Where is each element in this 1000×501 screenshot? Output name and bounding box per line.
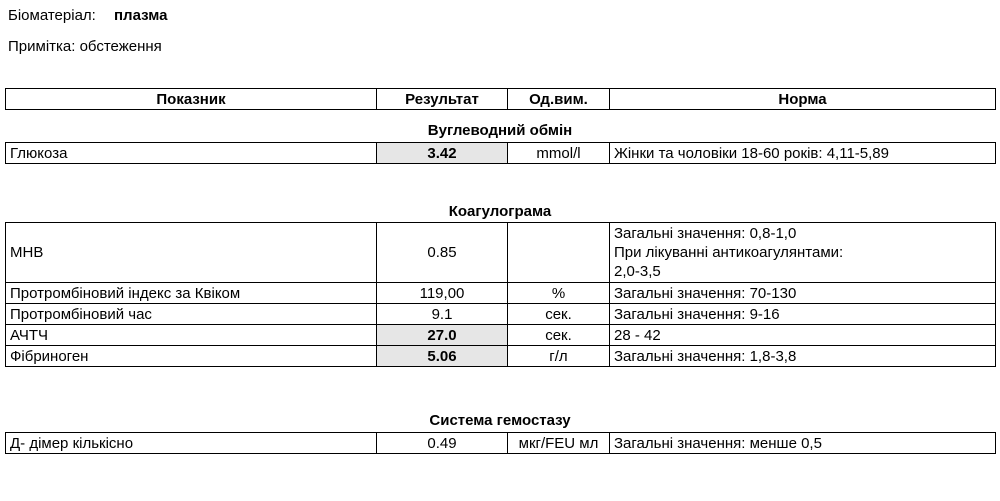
table-row: [6, 304, 996, 325]
norm-value: Загальні значення: менше 0,5: [610, 433, 996, 454]
header-row: [6, 89, 996, 110]
unit-value: mmol/l: [508, 143, 610, 164]
table-row: [6, 143, 996, 164]
norm-value: 28 - 42: [610, 325, 996, 346]
header-norm: Норма: [610, 89, 996, 110]
biomaterial-value: плазма: [114, 7, 168, 24]
section-title-carbohydrate: Вуглеводний обмін: [427, 122, 573, 139]
table-row: [6, 346, 996, 367]
unit-value: [508, 223, 610, 283]
result-value: 9.1: [377, 304, 508, 325]
section-title-hemostasis: Система гемостазу: [429, 412, 571, 429]
norm-value: Жінки та чоловіки 18-60 років: 4,11-5,89: [610, 143, 996, 164]
indicator-name: Глюкоза: [6, 143, 377, 164]
unit-value: сек.: [508, 304, 610, 325]
indicator-name: Д- дімер кількісно: [6, 433, 377, 454]
indicator-name: Протромбіновий індекс за Квіком: [6, 283, 377, 304]
norm-value: [610, 223, 996, 283]
unit-value: сек.: [508, 325, 610, 346]
result-value: 119,00: [377, 283, 508, 304]
result-value: 27.0: [377, 325, 508, 346]
unit-value: г/л: [508, 346, 610, 367]
norm-value: Загальні значення: 1,8-3,8: [610, 346, 996, 367]
norm-line: При лікуванні антикоагулянтами:: [614, 244, 844, 261]
norm-value: Загальні значення: 9-16: [610, 304, 996, 325]
header-result: Результат: [377, 89, 508, 110]
header-indicator: Показник: [6, 89, 377, 110]
result-value: 5.06: [377, 346, 508, 367]
biomaterial-label: Біоматеріал:: [8, 7, 96, 24]
unit-value: %: [508, 283, 610, 304]
norm-line: Загальні значення: 0,8-1,0: [614, 225, 797, 242]
results-header-table: [5, 88, 996, 110]
hemostasis-table: [5, 432, 996, 454]
table-row: [6, 433, 996, 454]
indicator-name: Протромбіновий час: [6, 304, 377, 325]
section-title-coagulogram: Коагулограма: [448, 203, 552, 220]
result-value: 0.85: [377, 223, 508, 283]
result-value: 0.49: [377, 433, 508, 454]
norm-value: Загальні значення: 70-130: [610, 283, 996, 304]
indicator-name: АЧТЧ: [6, 325, 377, 346]
note-label: Примітка:: [8, 38, 76, 55]
table-row: [6, 283, 996, 304]
table-row: [6, 325, 996, 346]
indicator-name: МНВ: [6, 223, 377, 283]
coagulogram-table: [5, 222, 996, 367]
unit-value: мкг/FEU мл: [508, 433, 610, 454]
note-value: обстеження: [79, 38, 162, 55]
norm-line: 2,0-3,5: [614, 263, 661, 280]
result-value: 3.42: [377, 143, 508, 164]
carbohydrate-table: [5, 142, 996, 164]
header-unit: Од.вим.: [508, 89, 610, 110]
indicator-name: Фібриноген: [6, 346, 377, 367]
note-line: [8, 38, 162, 55]
table-row: [6, 223, 996, 283]
biomaterial-line: [8, 7, 167, 24]
